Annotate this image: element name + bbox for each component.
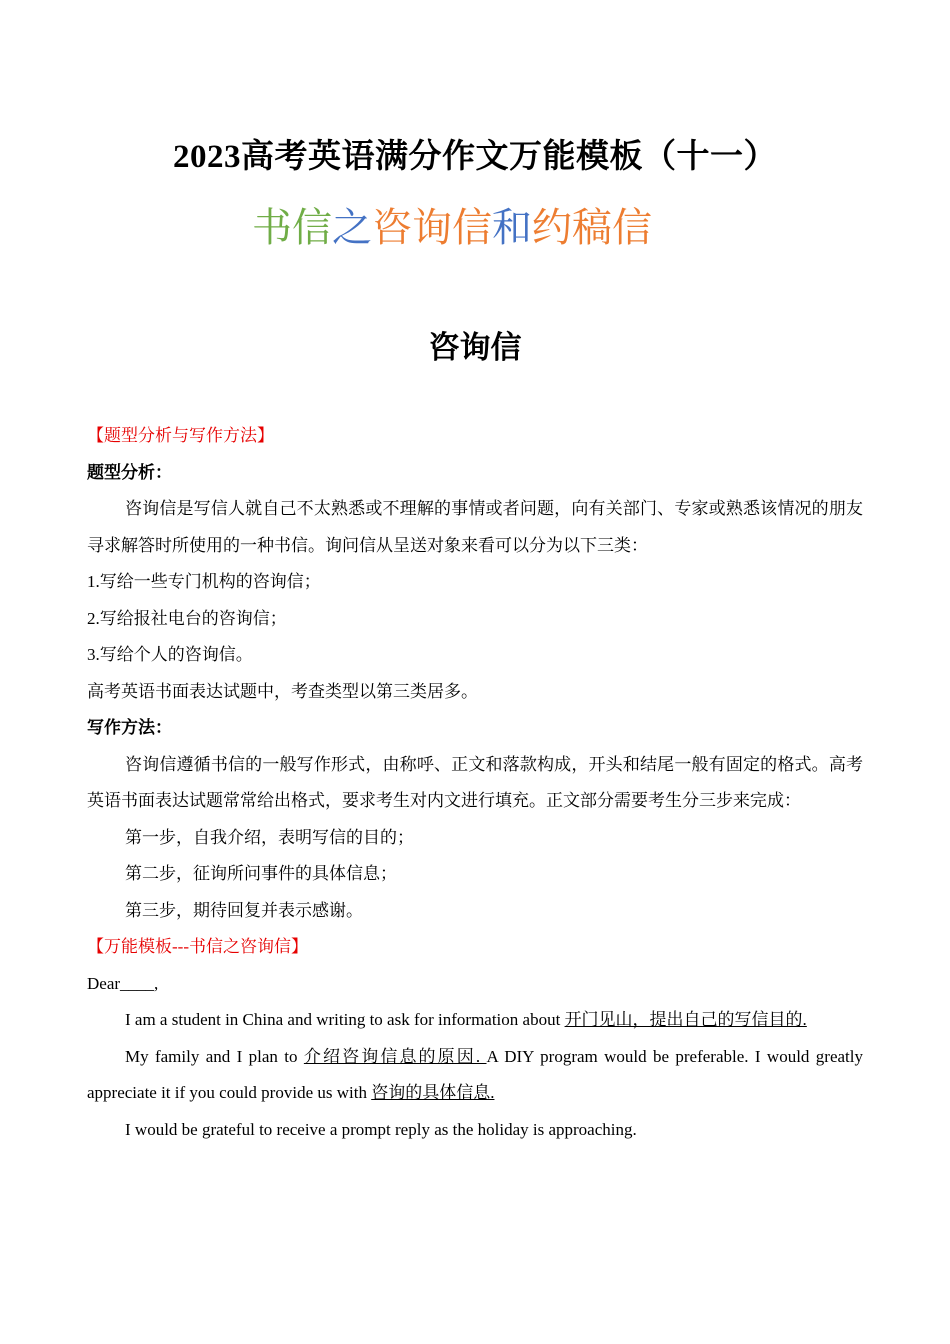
subtitle-part-shuxin: 书信 <box>252 205 332 251</box>
letter-paragraph-2 <box>87 1039 863 1112</box>
writing-method-paragraph: 咨询信遵循书信的一般写作形式，由称呼、正文和落款构成，开头和结尾一般有固定的格式。高考英语书面表达试题常常给出格式，要求考生对内文进行填充。正文部分需要考生分三步来完成： <box>87 754 863 810</box>
step-item: 第三步，期待回复并表示感谢。 <box>125 900 363 920</box>
document-subtitle <box>252 196 652 253</box>
step-item: 第二步，征询所问事件的具体信息； <box>125 864 397 883</box>
list-item: 1.写给一些专门机构的咨询信； <box>87 572 321 591</box>
letter-blank: 咨询的具体信息. <box>371 1083 495 1102</box>
subtitle-part-zixunxin: 咨询信 <box>372 205 492 251</box>
list-item: 3.写给个人的咨询信。 <box>87 645 253 664</box>
writing-method-label: 写作方法： <box>87 718 172 737</box>
document-title: 2023高考英语满分作文万能模板（十一） <box>173 139 777 175</box>
analysis-heading: 【题型分析与写作方法】 <box>87 426 274 445</box>
analysis-note: 高考英语书面表达试题中，考查类型以第三类居多。 <box>87 681 478 701</box>
type-analysis-paragraph: 咨询信是写信人就自己不太熟悉或不理解的事情或者问题，向有关部门、专家或熟悉该情况的朋友寻求解答时所使用的一种书信。询问信从呈送对象来看可以分为以下三类： <box>87 499 863 555</box>
subtitle-part-he: 和 <box>492 205 532 251</box>
letter-paragraph-1 <box>87 1002 863 1039</box>
document-body <box>87 418 863 1148</box>
letter-text: I am a student in China and writing to ask for information about <box>125 1010 565 1029</box>
type-analysis-label: 题型分析： <box>87 462 172 482</box>
step-item: 第一步，自我介绍，表明写信的目的； <box>125 827 414 847</box>
letter-paragraph-3: I would be grateful to receive a prompt reply as the holiday is approaching. <box>125 1119 637 1139</box>
subtitle-part-zhi: 之 <box>332 205 372 251</box>
letter-text: A DIY program would be preferable. I would greatly appreciate it if you could provide us with <box>87 1046 863 1102</box>
list-item: 2.写给报社电台的咨询信； <box>87 608 287 628</box>
letter-blank: 介绍咨询信息的原因. <box>303 1046 487 1066</box>
section-title: 咨询信 <box>428 330 522 365</box>
letter-salutation: Dear____, <box>87 973 159 993</box>
letter-text: My family and I plan to <box>125 1046 304 1066</box>
subtitle-part-yuegaoxin: 约稿信 <box>532 205 652 251</box>
letter-blank: 开门见山，提出自己的写信目的. <box>564 1010 807 1029</box>
template-heading: 【万能模板---书信之咨询信】 <box>87 937 308 956</box>
